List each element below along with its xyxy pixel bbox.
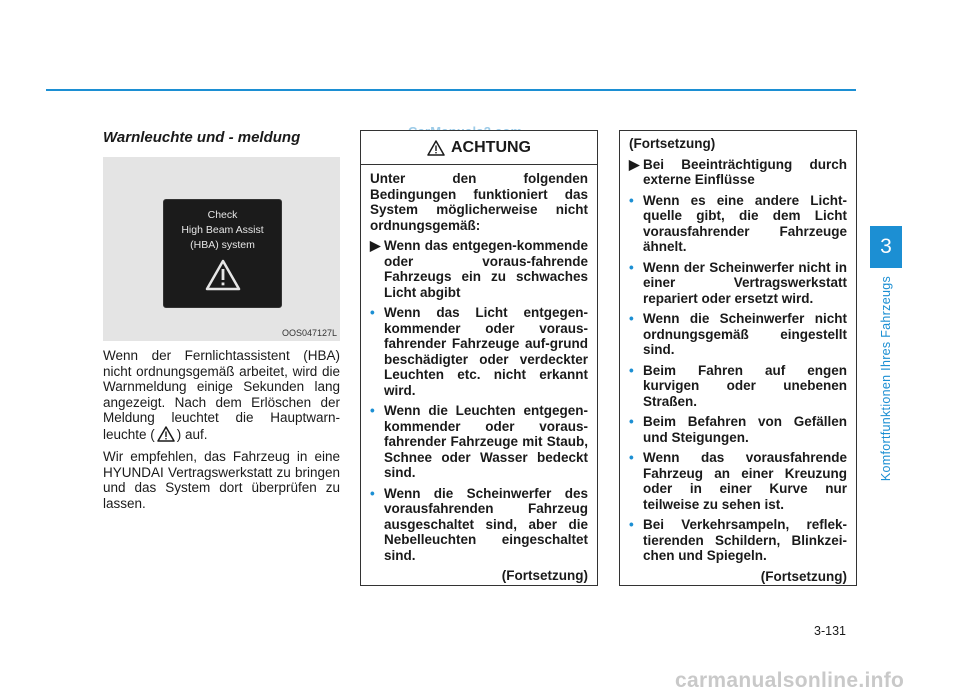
caution-item-text: Bei Beeinträchtigung durch externe Einflüsse	[643, 156, 847, 187]
caution-item	[370, 403, 588, 481]
bullet-icon: •	[629, 311, 634, 326]
caution-item-text: Wenn das entgegen-kommende oder voraus-fahrende Fahrzeugs ein zu schwaches Licht abgibt	[384, 238, 588, 300]
caution-item	[629, 193, 847, 255]
caution-item-text: Wenn der Scheinwerfer nicht in einer Vertragswerkstatt repariert oder ersetzt wird.	[643, 259, 847, 306]
watermark-bottom: carmanualsonline.info	[675, 669, 905, 692]
bullet-icon: •	[629, 517, 634, 532]
bullet-icon: •	[370, 485, 375, 501]
figure-line-1: Check	[207, 209, 238, 221]
section-title: Warnleuchte und - meldung	[103, 129, 301, 146]
warning-figure	[103, 157, 340, 341]
caution-item	[629, 517, 847, 564]
body-paragraph-2: Wir empfehlen, das Fahrzeug in eine HYUNDAI Vertragswerkstatt zu bringen und das System dort überprüfen zu lassen.	[103, 449, 340, 511]
body-paragraph-1-part-a: Wenn der Fernlichtassistent (HBA) nicht ordnungsgemäß arbeitet, wird die Warnmeldung einige Sekunden lang angezeigt. Nach dem Erlöschen der Meldung leuchtet die Hauptwarn-leuchte (	[103, 348, 340, 442]
caution-header	[361, 131, 597, 165]
caution-triangle-icon	[427, 140, 445, 156]
caution-item	[370, 238, 588, 300]
caution-item-text: Wenn das vorausfahrende Fahrzeug an einer Kreuzung oder in einer Kurve nur teilweise zu sehen ist.	[643, 450, 847, 512]
chapter-tab: 3	[870, 226, 902, 268]
bullet-icon: •	[629, 414, 634, 429]
caution-item-text: Beim Befahren von Gefällen und Steigungen.	[643, 414, 847, 445]
caution-item	[629, 363, 847, 410]
chapter-label-text: Komfortfunktionen Ihres Fahrzeugs	[879, 276, 893, 482]
caution-item-text: Wenn die Scheinwerfer nicht ordnungsgemäß eingestellt sind.	[643, 311, 847, 357]
caution-body-continued	[620, 131, 856, 584]
arrow-marker-icon: ▶	[629, 156, 640, 172]
figure-code: OOS047127L	[281, 328, 337, 338]
chapter-label	[876, 276, 896, 501]
caution-item-text: Beim Fahren auf engen kurvigen oder unebenen Straßen.	[643, 362, 847, 409]
caution-intro: Unter den folgenden Bedingungen funktioniert das System möglicherweise nicht ordnungsgemäß:	[370, 171, 588, 233]
caution-item-text: Wenn das Licht entgegen-kommender oder voraus-fahrender Fahrzeuge auf-grund beschädigter oder verdeckter Leuchten etc. nicht erkannt wird.	[384, 305, 588, 398]
caution-item-text: Wenn die Scheinwerfer des vorausfahrenden Fahrzeug ausgeschaltet sind, aber die Nebelleuchten eingeschaltet sind.	[384, 485, 588, 563]
caution-body	[361, 165, 597, 584]
bullet-icon: •	[629, 259, 634, 275]
caution-box	[360, 130, 598, 586]
body-text	[103, 348, 340, 518]
caution-item	[370, 486, 588, 564]
bullet-icon: •	[629, 362, 634, 378]
page-number: 3-131	[814, 624, 846, 638]
arrow-marker-icon: ▶	[370, 238, 381, 253]
continued-label: (Fortsetzung)	[760, 568, 847, 584]
continued-label: (Fortsetzung)	[501, 568, 588, 583]
caution-title: ACHTUNG	[451, 138, 531, 156]
body-paragraph-1-part-b: ) auf.	[176, 426, 208, 442]
caution-item-text: Bei Verkehrsampeln, reflek-tierenden Schildern, Blinkzei-chen und Spiegeln.	[643, 517, 847, 563]
caution-item	[629, 414, 847, 445]
caution-item-text: Wenn es eine andere Licht-quelle gibt, die dem Licht vorausfahrender Fahrzeuge ähnelt.	[643, 192, 847, 254]
cluster-message-display	[163, 199, 282, 308]
bullet-icon: •	[370, 305, 375, 320]
bullet-icon: •	[629, 450, 634, 465]
caution-item-text: Wenn die Leuchten entgegen-kommender oder voraus-fahrender Fahrzeuge mit Staub, Schnee oder Wasser bedeckt sind.	[384, 403, 588, 480]
caution-item	[370, 305, 588, 398]
caution-item	[629, 450, 847, 512]
figure-line-2: High Beam Assist	[181, 224, 264, 236]
header-rule	[46, 89, 856, 91]
bullet-icon: •	[370, 403, 375, 418]
body-paragraph-1	[103, 348, 340, 442]
caution-item	[629, 260, 847, 307]
caution-item	[629, 311, 847, 358]
warning-triangle-icon	[157, 426, 175, 442]
bullet-icon: •	[629, 192, 634, 208]
caution-item	[629, 157, 847, 188]
figure-line-3: (HBA) system	[190, 239, 255, 251]
caution-box-continued	[619, 130, 857, 586]
continued-top-label: (Fortsetzung)	[629, 136, 716, 151]
warning-triangle-icon	[205, 259, 241, 291]
